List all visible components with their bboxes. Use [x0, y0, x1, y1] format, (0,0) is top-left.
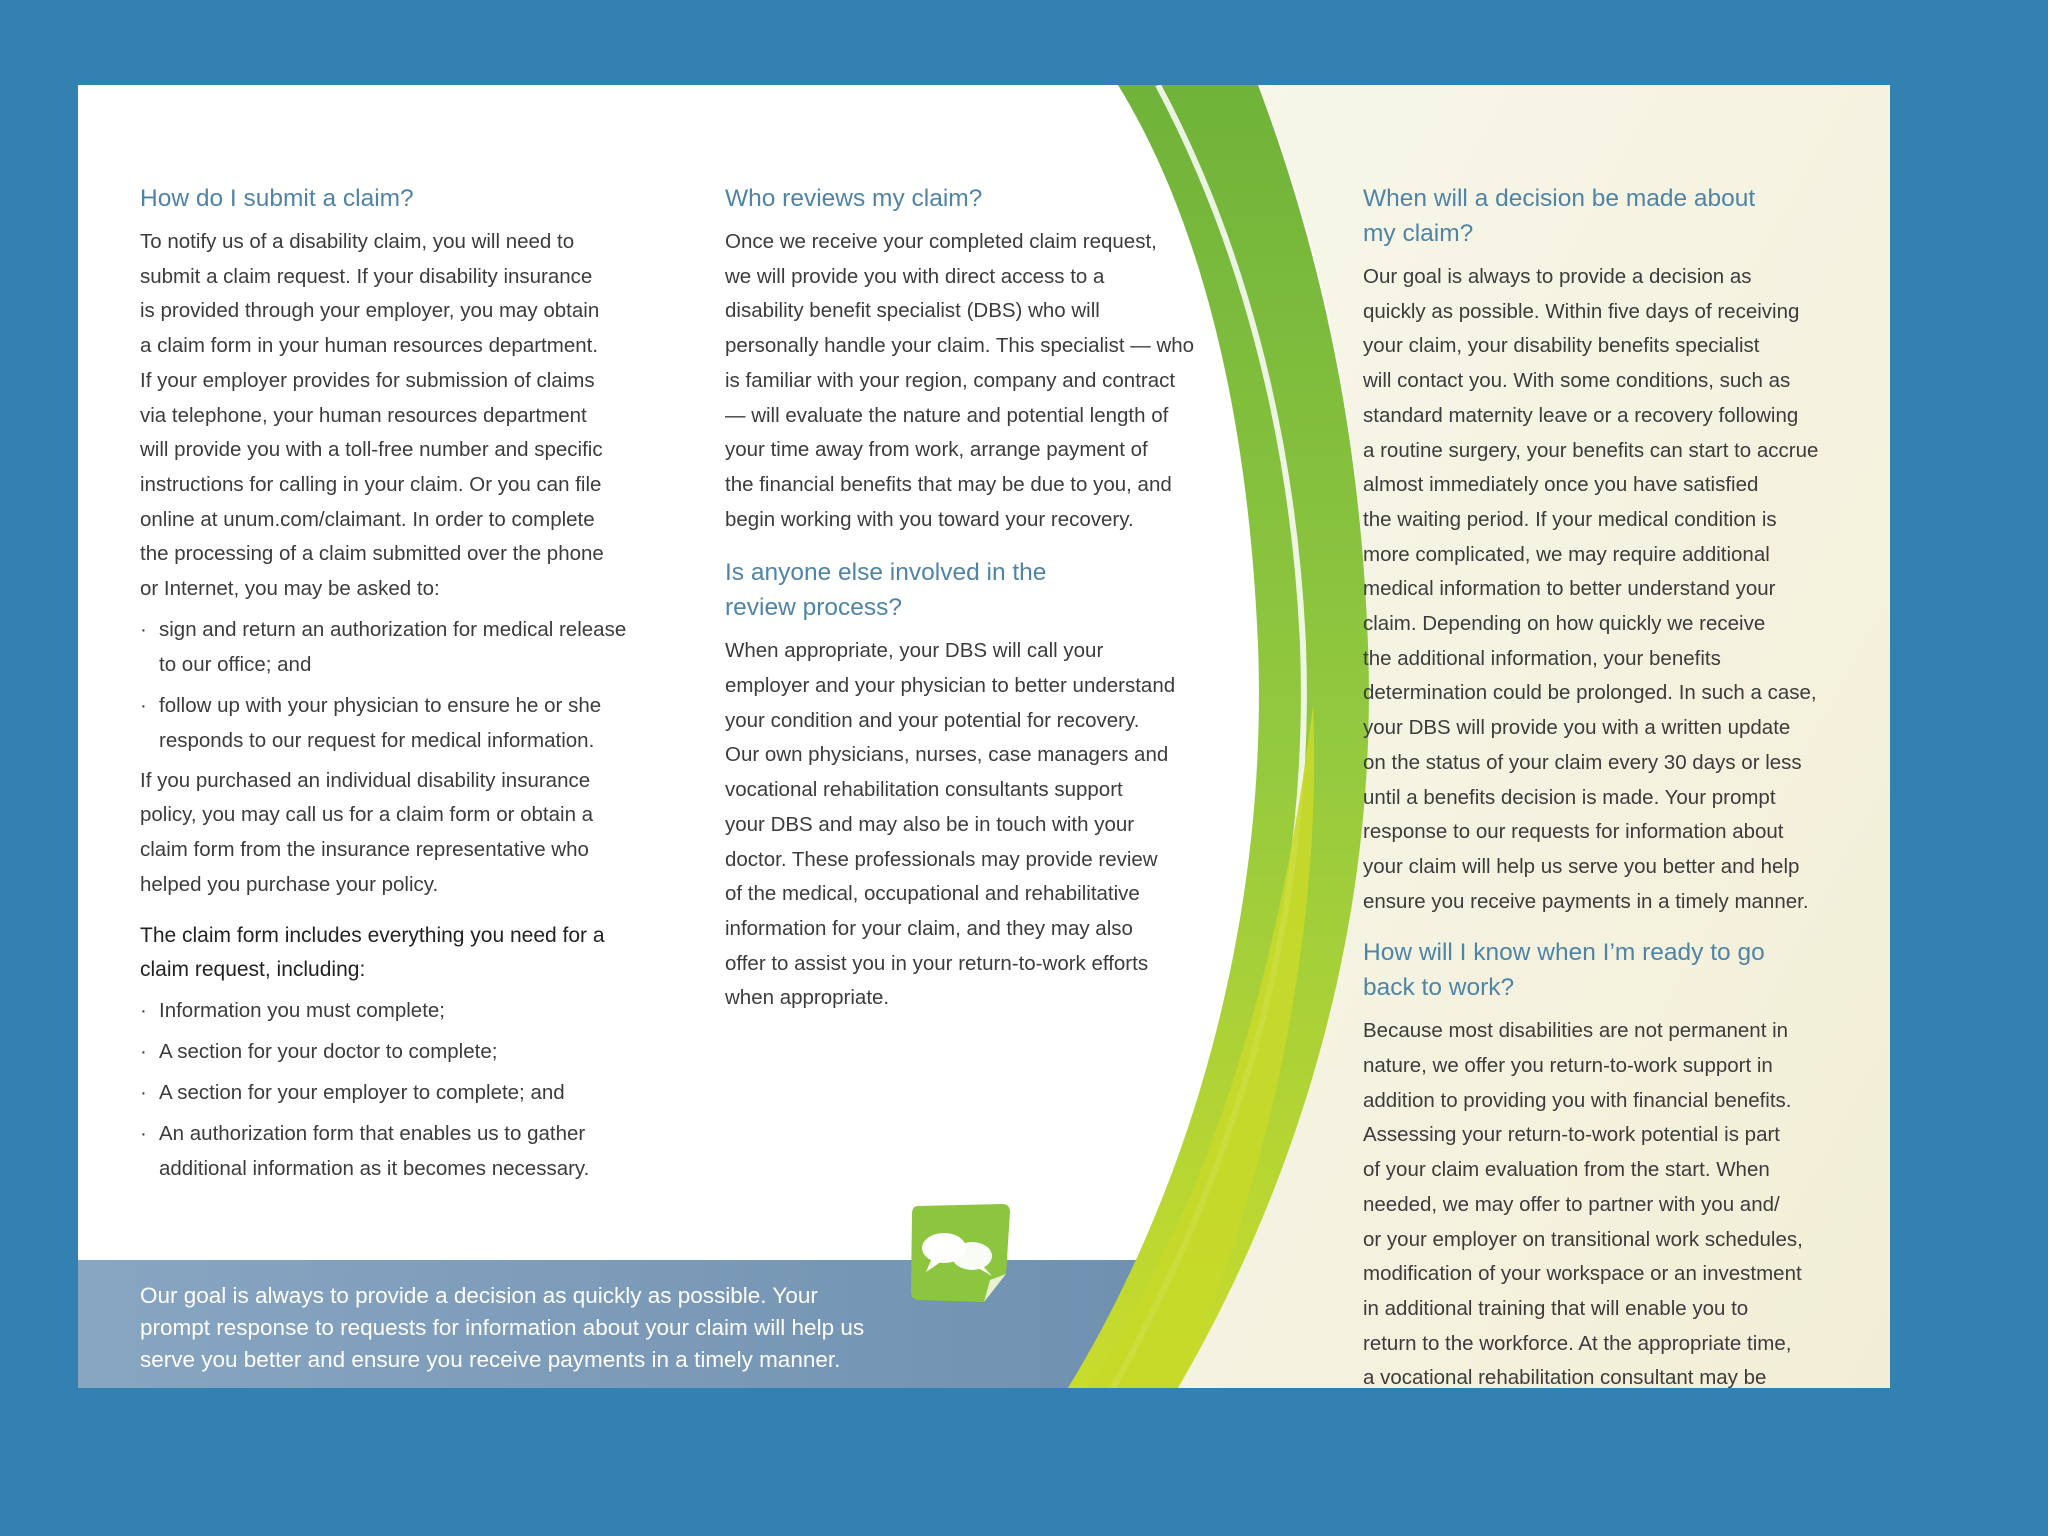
- heading-anyone-else: Is anyone else involved in the review process?: [725, 559, 1047, 622]
- list-item: · A section for your doctor to complete;: [140, 1034, 680, 1069]
- individual-policy-text: If you purchased an individual disability insurance policy, you may call us for a claim form or obtain a claim form from the insurance representative who helped you purchase your policy.: [140, 768, 594, 896]
- heading-back-to-work: How will I know when I’m ready to go back to work?: [1363, 939, 1765, 1002]
- list-item: · follow up with your physician to ensure he or she responds to our request for medical information.: [140, 688, 680, 758]
- heading-who-reviews: Who reviews my claim?: [725, 185, 983, 212]
- list-item: · A section for your employer to complete; and: [140, 1075, 680, 1110]
- decision-text: Our goal is always to provide a decision as quickly as possible. Within five days of receiving your claim, your disability benefits specialist will contact you. With some conditions, such as standard maternity leave or a recovery following a routine surgery, your benefits can start to accrue almost immediately once you have satisfied the waiting period. If your medical condition is more complicated, we may require additional medical information to better understand your claim. Depending on how quickly we receive the additional information, your benefits determination could be prolonged. In such a case, your DBS will provide you with a written update on the status of your claim every 30 days or less until a benefits decision is made. Your prompt response to our requests for information about your claim will help us serve you better and help ensure you receive payments in a timely manner.: [1363, 265, 1819, 913]
- list-item: · Information you must complete;: [140, 993, 680, 1028]
- brochure-page: [78, 85, 1890, 1388]
- anyone-else-text: When appropriate, your DBS will call your employer and your physician to better understand your condition and your potential for recovery. Our own physicians, nurses, case managers and vocational rehabilitation consultants support your DBS and may also be in touch with your doctor. These professionals may provide review of the medical, occupational and rehabilitative information for your claim, and they may also offer to assist you in your return-to-work efforts when appropriate.: [725, 639, 1176, 1010]
- column-decision: [1363, 181, 1853, 1388]
- list-item: · sign and return an authorization for medical release to our office; and: [140, 612, 680, 682]
- authorization-bullet-list: [140, 612, 680, 758]
- claim-form-bullet-list: [140, 993, 680, 1186]
- heading-submit-claim: How do I submit a claim?: [140, 185, 414, 212]
- who-reviews-text: Once we receive your completed claim request, we will provide you with direct access to a disability benefit specialist (DBS) who will personally handle your claim. This specialist — who is familiar with your region, company and contract — will evaluate the nature and potential length of your time away from work, arrange payment of the financial benefits that may be due to you, and begin working with you toward your recovery.: [725, 230, 1195, 531]
- column-reviews: [725, 181, 1215, 1016]
- claim-form-intro: The claim form includes everything you need for a claim request, including:: [140, 923, 605, 982]
- column-submit-claim: [140, 181, 680, 1192]
- list-item: · An authorization form that enables us to gather additional information as it becomes necessary.: [140, 1116, 680, 1186]
- back-to-work-text: Because most disabilities are not permanent in nature, we offer you return-to-work support in addition to providing you with financial benefits. Assessing your return-to-work potential is part of your claim evaluation from the start. When needed, we may offer to partner with you and/ or your employer on transitional work schedules, modification of your workspace or an investment in additional training that will enable you to return to the workforce. At the appropriate time, a vocational rehabilitation consultant may be: [1363, 1019, 1803, 1388]
- submit-claim-text: To notify us of a disability claim, you will need to submit a claim request. If your disability insurance is provided through your employer, you may obtain a claim form in your human resources department. If your employer provides for submission of claims via telephone, your human resources department will provide you with a toll-free number and specific instructions for calling in your claim. Or you can file online at unum.com/claimant. In order to complete the processing of a claim submitted over the phone or Internet, you may be asked to:: [140, 230, 604, 601]
- callout-note: Our goal is always to provide a decision as quickly as possible. Your prompt response to requests for information about your claim will help us serve you better and ensure you receive payments in a timely manner.: [140, 1283, 865, 1372]
- heading-decision: When will a decision be made about my claim?: [1363, 185, 1756, 247]
